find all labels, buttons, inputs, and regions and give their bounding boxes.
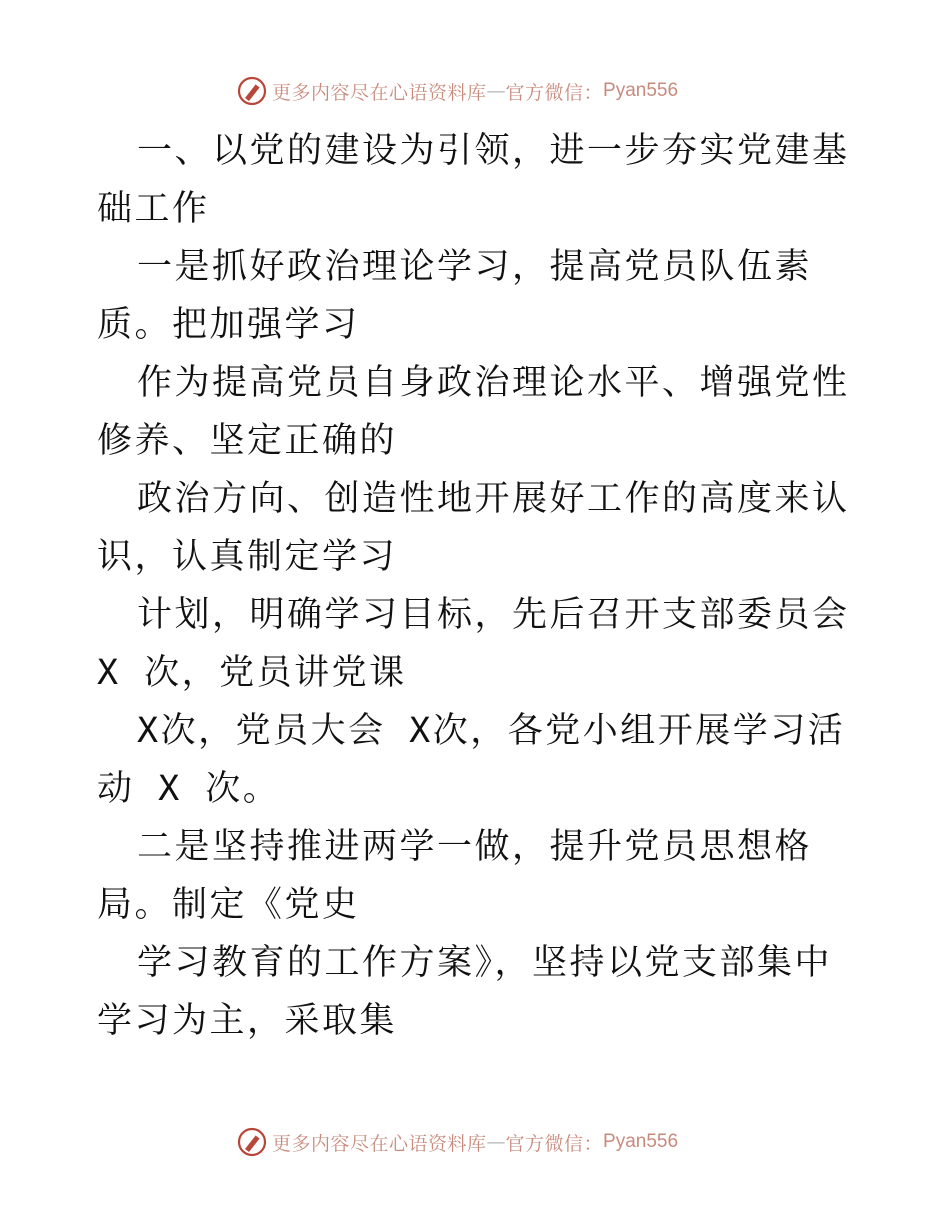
watermark-wechat-label: 官方微信： [505,81,604,104]
body-paragraph: 二是坚持推进两学一做，提升党员思想格局。制定《党史 [97,827,813,925]
watermark-site-text: 更多内容尽在心语资料库 [272,1132,487,1155]
body-paragraph: 计划，明确学习目标，先后召开支部委员会 X 次，党员讲党课 [97,595,850,693]
pen-logo-icon [236,1126,268,1158]
watermark-wechat-label: 官方微信： [505,1132,604,1155]
watermark-separator: — [486,1131,506,1153]
pen-logo-icon [236,75,268,107]
header-watermark [236,74,678,108]
body-paragraph: 学习教育的工作方案》，坚持以党支部集中学习为主，采取集 [97,943,833,1041]
body-paragraph: 作为提高党员自身政治理论水平、增强党性修养、坚定正确的 [97,363,850,461]
document-body [97,122,857,1050]
watermark-wechat-id: Pyan556 [603,80,679,101]
watermark-site-text: 更多内容尽在心语资料库 [272,81,487,104]
section-heading: 一、以党的建设为引领，进一步夯实党建基础工作 [97,131,850,229]
watermark-separator: — [486,80,506,102]
body-paragraph: 一是抓好政治理论学习，提高党员队伍素质。把加强学习 [97,247,813,345]
watermark-wechat-id: Pyan556 [603,1131,679,1152]
body-paragraph: X次，党员大会 X次，各党小组开展学习活动 X 次。 [97,711,846,809]
body-paragraph: 政治方向、创造性地开展好工作的高度来认识，认真制定学习 [97,479,850,577]
footer-watermark [236,1125,678,1159]
